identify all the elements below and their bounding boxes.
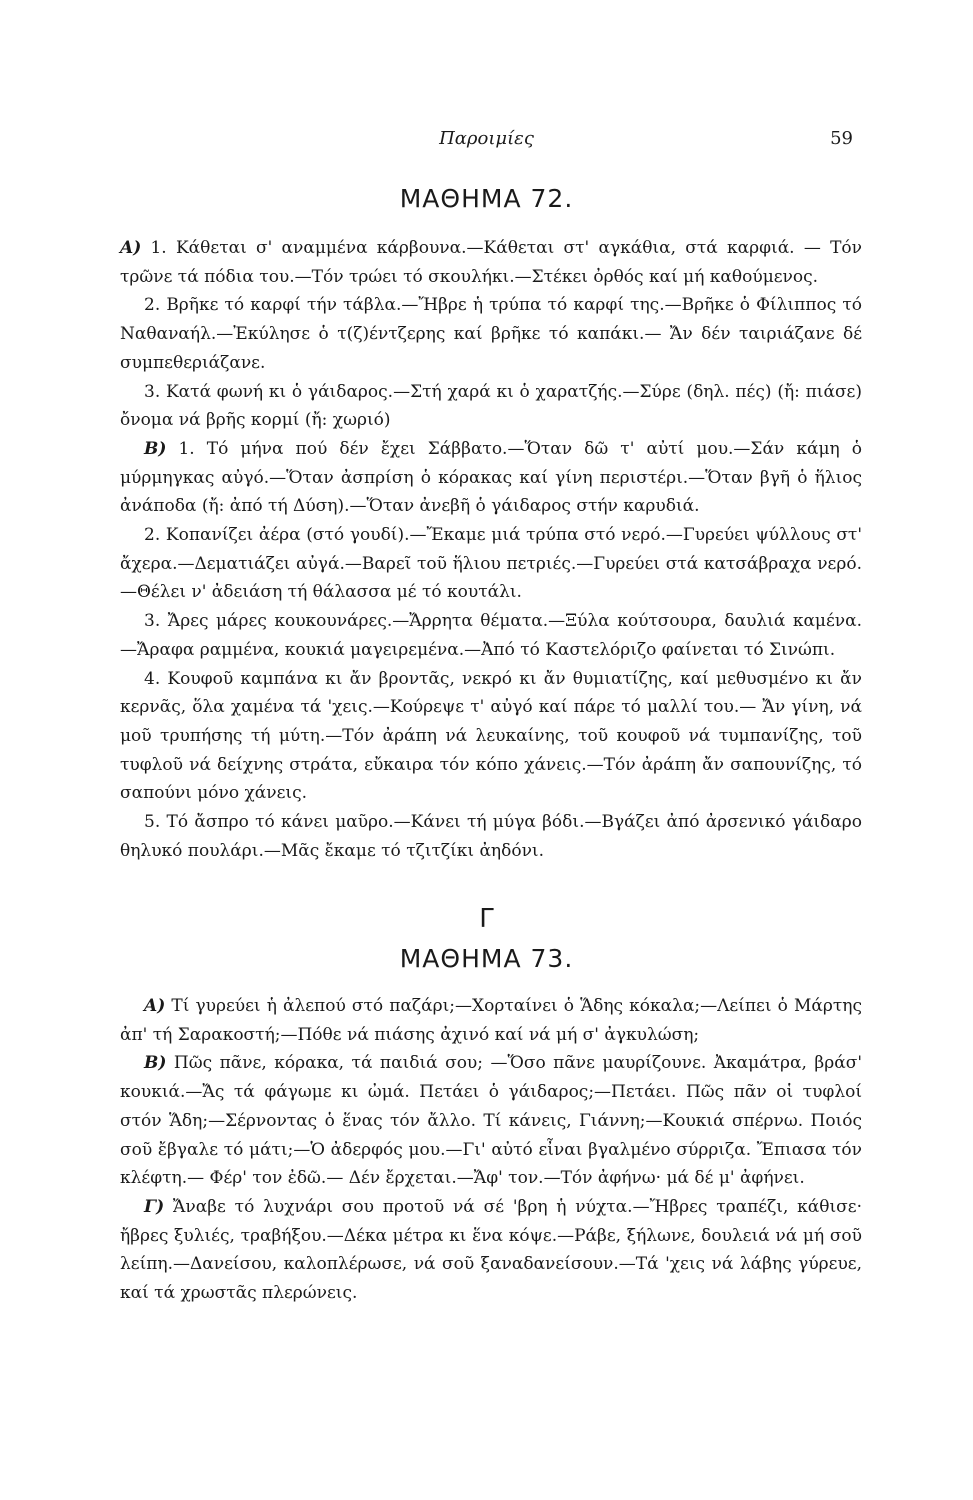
paragraph-text: 1. Κάθεται σ' αναμμένα κάρβουνα.—Κάθεται στ' αγκάθια, στά καρφιά. — Τόν τρῶνε τά πόδια του.—Τόν τρώει τό σκουλήκι.—Στέκει ὀρθός καί μή καθούμενος. xyxy=(120,238,862,287)
page-header xyxy=(0,128,973,158)
paragraph-text: 1. Τό μήνα πού δέν ἔχει Σάββατο.—Ὅταν δῶ τ' αὐτί μου.—Σάν κάμη ὁ μύρμηγκας αὐγό.—Ὅταν ἀσπρίση ὁ κόρακας καί γίνη περιστέρι.—Ὅταν βγῆ ὁ ἥλιος ἀνάποδα (ἤ: ἀπό τή Δύση).—Ὅταν ἀνεβῆ ὁ γάιδαρος στήν καρυδιά. xyxy=(120,438,862,517)
section-letter: Γ xyxy=(479,904,494,934)
paragraph xyxy=(120,291,862,377)
page-number: 59 xyxy=(830,128,853,149)
paragraph xyxy=(120,992,862,1049)
lesson-72-title: ΜΑΘΗΜΑ 72. xyxy=(399,184,574,213)
paragraph-text: 3. Ἄρες μάρες κουκουνάρες.—Ἄρρητα θέματα.—Ξύλα κούτσουρα, δαυλιά καμένα.—Ἄραφα ραμμένα, κουκιά μαγειρεμένα.—Ἀπό τό Καστελόριζο φαίνεται τό Σινώπι. xyxy=(120,611,862,660)
paragraph xyxy=(120,521,862,607)
paragraph xyxy=(120,435,862,521)
paragraph-text: Πῶς πᾶνε, κόρακα, τά παιδιά σου; —Ὅσο πᾶνε μαυρίζουνε. Ἀκαμάτρα, βράσ' κουκιά.—Ἄς τά φάγωμε κι ὠμά. Πετάει ὁ γάιδαρος;—Πετάει. Πῶς πᾶν οἱ τυφλοί στόν Ἅδη;—Σέρνοντας ὁ ἕνας τόν ἄλλο. Τί κάνεις, Γιάννη;—Κουκιά σπέρνω. Ποιός σοῦ ἔβγαλε τό μάτι;—Ὁ ἀδερφός μου.—Γι' αὐτό εἶναι βγαλμένο σύρριζα. Ἔπιασα τόν κλέφτη.— Φέρ' τον ἐδῶ.— Δέν ἔρχεται.—Ἄφ' τον.—Τόν ἀφήνω· μά δέ μ' ἀφήνει. xyxy=(120,1053,862,1189)
paragraph xyxy=(120,665,862,809)
paragraph-text: 2. Βρῆκε τό καρφί τήν τάβλα.—Ἤβρε ἡ τρύπα τό καρφί της.—Βρῆκε ὁ Φίλιππος τό Ναθαναήλ.—Ἐκύλησε ὁ τ(ζ)έντζερης καί βρῆκε τό καπάκι.— Ἄν δέν ταιριάζανε δέ συμπεθεριάζανε. xyxy=(120,295,862,373)
section-label: Β) xyxy=(144,1053,167,1074)
lesson-73-title: ΜΑΘΗΜΑ 73. xyxy=(399,944,574,973)
paragraph xyxy=(120,607,862,664)
paragraph-text: 3. Κατά φωνή κι ὁ γάιδαρος.—Στή χαρά κι ὁ χαρατζής.—Σύρε (δηλ. πές) (ἤ: πιάσε) ὄνομα νά βρῆς κορμί (ἤ: χωριό) xyxy=(120,381,862,431)
paragraph-text: Τί γυρεύει ἡ ἀλεπού στό παζάρι;—Χορταίνει ὁ Ἅδης κόκαλα;—Λείπει ὁ Μάρτης ἀπ' τή Σαρακοστή;—Πόθε νά πιάσης ἀχινό καί νά μή σ' ἀγκυλώση; xyxy=(120,996,862,1045)
paragraph-text: 2. Κοπανίζει ἀέρα (στό γουδί).—Ἔκαμε μιά τρύπα στό νερό.—Γυρεύει ψύλλους στ' ἄχερα.—Δεματιάζει αὐγά.—Βαρεῖ τοῦ ἥλιου πετριές.—Γυρεύει στά κατσάβραχα νερό.—Θέλει ν' ἀδειάση τή θάλασσα μέ τό κουτάλι. xyxy=(120,525,862,603)
paragraph xyxy=(120,1049,862,1193)
section-label: Β) xyxy=(144,438,167,459)
lesson-72-body xyxy=(120,234,862,865)
paragraph xyxy=(120,1193,862,1308)
section-label: Γ) xyxy=(144,1196,165,1217)
paragraph-text: 5. Τό ἄσπρο τό κάνει μαῦρο.—Κάνει τή μύγα βόδι.—Βγάζει ἀπό ἀρσενικό γάιδαρο θηλυκό πουλάρι.—Μᾶς ἔκαμε τό τζιτζίκι ἀηδόνι. xyxy=(120,812,862,861)
running-title: Παροιμίες xyxy=(439,128,534,149)
paragraph-text: Ἄναβε τό λυχνάρι σου προτοῦ νά σέ 'βρη ἡ νύχτα.—Ἤβρες τραπέζι, κάθισε· ἤβρες ξυλιές, τραβήξου.—Δέκα μέτρα κι ἕνα κόψε.—Ράβε, ξήλωνε, δουλειά νά μή σοῦ λείπη.—Δανείσου, καλοπλέρωσε, νά σοῦ ξαναδανείσουν.—Τά 'χεις νά λάβης γύρευε, καί τά χρωστᾶς πλερώνεις. xyxy=(120,1196,862,1304)
paragraph xyxy=(120,808,862,865)
paragraph xyxy=(120,234,862,291)
lesson-73-body xyxy=(120,992,862,1308)
paragraph xyxy=(120,378,862,435)
section-label: Α) xyxy=(120,238,142,258)
section-label: Α) xyxy=(144,996,166,1016)
paragraph-text: 4. Κουφοῦ καμπάνα κι ἄν βροντᾶς, νεκρό κι ἄν θυμιατίζης, καί μεθυσμένο κι ἄν κερνᾶς, ὅλα χαμένα τά 'χεις.—Κούρεψε τ' αὐγό καί πάρε τό μαλλί του.— Ἄν γίνη, νά μοῦ τρυπήσης τή μύτη.—Τόν ἀράπη νά λευκαίνης, τοῦ κουφοῦ νά τυμπανίζης, τοῦ τυφλοῦ νά δείχνης στράτα, εὔκαιρα τόν κόπο χάνεις.—Τόν ἀράπη ἄν σαπουνίζης, τό σαπούνι μόνο χάνεις. xyxy=(120,668,862,804)
